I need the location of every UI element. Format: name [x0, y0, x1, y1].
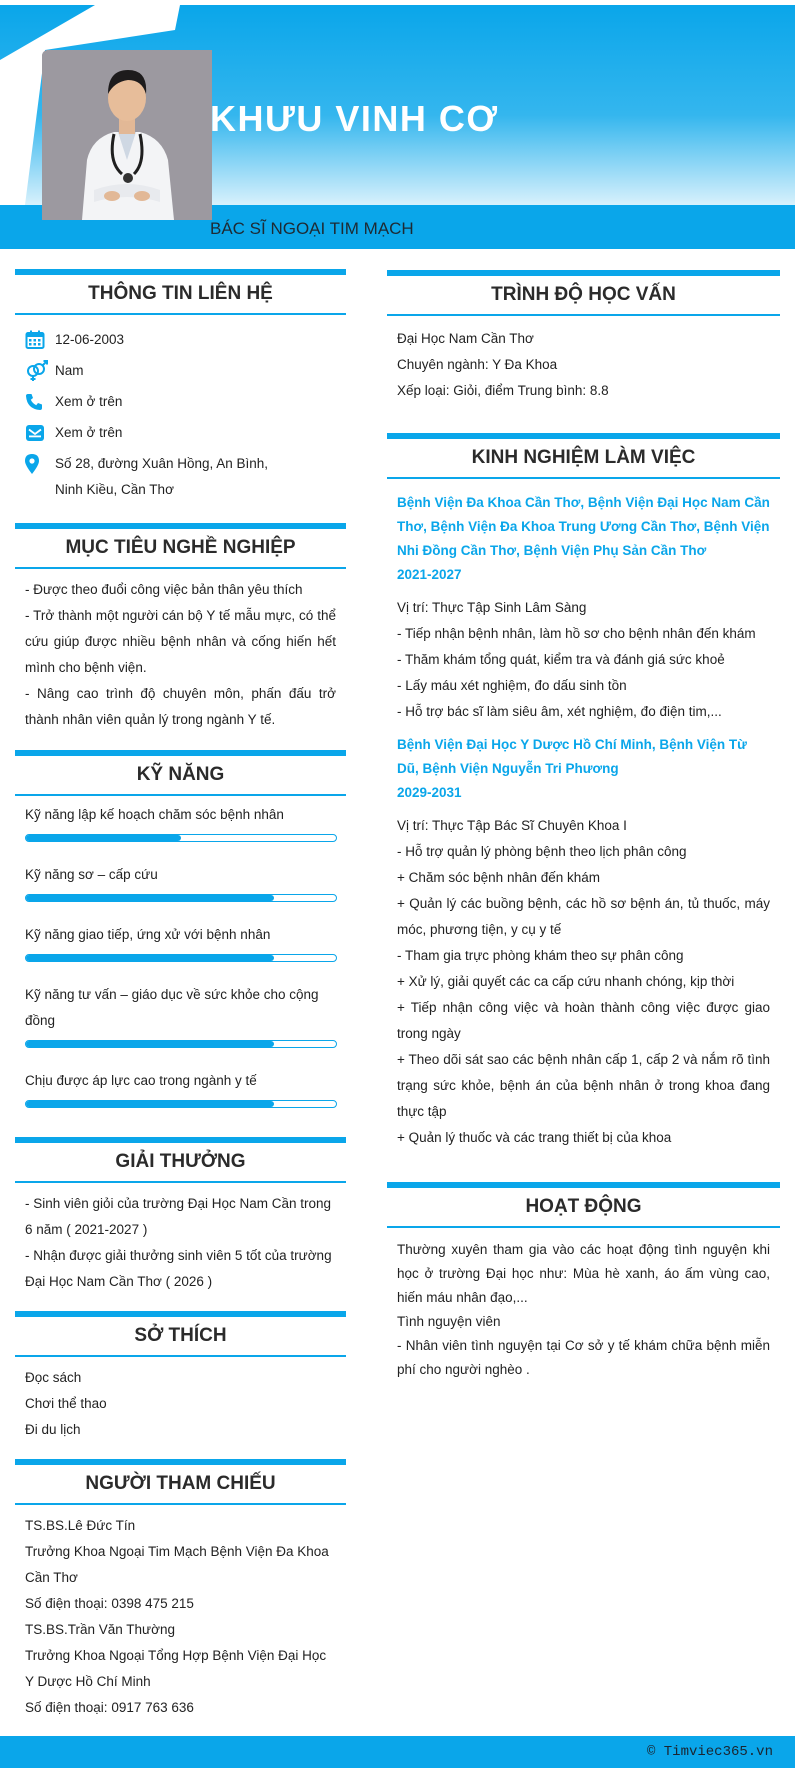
- award-line: - Sinh viên giỏi của trường Đại Học Nam Cần trong 6 năm ( 2021-2027 ): [25, 1196, 332, 1237]
- job-line: Vị trí: Thực Tập Bác Sĩ Chuyên Khoa I: [397, 818, 627, 833]
- activity-line: - Nhân viên tình nguyện tại Cơ sở y tế khám chữa bệnh miễn phí cho người nghèo .: [397, 1338, 770, 1377]
- job-line: Vị trí: Thực Tập Sinh Lâm Sàng: [397, 600, 587, 615]
- hobby-item: Đi du lịch: [25, 1422, 81, 1437]
- awards-title: GIẢI THƯỞNG: [15, 1137, 346, 1183]
- job-line: + Theo dõi sát sao các bệnh nhân cấp 1, cấp 2 và nắm rõ tình trạng sức khỏe, bệnh án của bệnh nhân ở trong khoa đang thực tập: [397, 1052, 770, 1119]
- education-line: Chuyên ngành: Y Đa Khoa: [397, 357, 558, 372]
- job-period: 2021-2027: [397, 567, 462, 582]
- skill-bar-fill: [26, 955, 274, 961]
- contact-address-text: Số 28, đường Xuân Hồng, An Bình, Ninh Kiều, Cần Thơ: [55, 456, 269, 497]
- skills-title: KỸ NĂNG: [15, 750, 346, 796]
- contact-dob: [25, 327, 336, 353]
- contact-dob-text: 12-06-2003: [55, 332, 125, 347]
- contact-gender: [25, 358, 336, 384]
- location-icon: [25, 451, 55, 477]
- skill-item: [25, 982, 336, 1048]
- job-line: - Hỗ trợ quản lý phòng bệnh theo lịch phân công: [397, 844, 687, 859]
- reference-line: TS.BS.Trần Văn Thường: [25, 1622, 175, 1637]
- job-line: + Chăm sóc bệnh nhân đến khám: [397, 870, 601, 885]
- job-line: - Tham gia trực phòng khám theo sự phân công: [397, 948, 684, 963]
- skill-item: [25, 1068, 336, 1108]
- candidate-name: KHƯU VINH CƠ: [210, 98, 499, 139]
- contact-phone: [25, 389, 336, 415]
- award-line: - Nhận được giải thưởng sinh viên 5 tốt của trường Đại Học Nam Cần Thơ ( 2026 ): [25, 1248, 332, 1289]
- skill-bar: [25, 1040, 337, 1048]
- experience-section: [387, 433, 780, 1151]
- job-line: - Thăm khám tổng quát, kiểm tra và đánh giá sức khoẻ: [397, 652, 725, 667]
- job-line: + Quản lý thuốc và các trang thiết bị của khoa: [397, 1130, 672, 1145]
- objective-title: MỤC TIÊU NGHỀ NGHIỆP: [15, 523, 346, 569]
- job-line: + Quản lý các buồng bệnh, các hồ sơ bệnh án, tủ thuốc, máy móc, phương tiện, y cụ y tế: [397, 896, 770, 937]
- skill-label: Kỹ năng tư vấn – giáo dục về sức khỏe cho cộng đồng: [25, 987, 319, 1028]
- education-line: Đại Học Nam Cần Thơ: [397, 331, 534, 346]
- job-line: + Xử lý, giải quyết các ca cấp cứu nhanh chóng, kịp thời: [397, 974, 735, 989]
- job-line: + Tiếp nhận công việc và hoàn thành công việc được giao trong ngày: [397, 1000, 770, 1041]
- skill-label: Kỹ năng sơ – cấp cứu: [25, 867, 158, 882]
- objective-line: - Được theo đuổi công việc bản thân yêu thích: [25, 582, 303, 597]
- profile-photo: [42, 50, 212, 220]
- reference-line: Số điện thoại: 0398 475 215: [25, 1596, 194, 1611]
- reference-line: Trưởng Khoa Ngoại Tim Mạch Bệnh Viện Đa Khoa Cần Thơ: [25, 1544, 329, 1585]
- skill-label: Chịu được áp lực cao trong ngành y tế: [25, 1073, 257, 1088]
- calendar-icon: [25, 327, 55, 353]
- email-icon: [25, 420, 55, 446]
- job-line: - Lấy máu xét nghiệm, đo dấu sinh tồn: [397, 678, 627, 693]
- skills-section: [15, 750, 346, 1128]
- gender-icon: [25, 358, 55, 384]
- job-company: Bệnh Viện Đại Học Y Dược Hồ Chí Minh, Bệnh Viện Từ Dũ, Bệnh Viện Nguyễn Tri Phương: [397, 737, 747, 776]
- skill-bar-fill: [26, 895, 274, 901]
- contact-address: [25, 451, 336, 503]
- job-period: 2029-2031: [397, 785, 462, 800]
- reference-line: Trưởng Khoa Ngoại Tổng Hợp Bệnh Viện Đại Học Y Dược Hồ Chí Minh: [25, 1648, 327, 1689]
- activities-title: HOẠT ĐỘNG: [387, 1182, 780, 1228]
- skill-bar-fill: [26, 1041, 274, 1047]
- contact-email: [25, 420, 336, 446]
- skill-bar: [25, 954, 337, 962]
- references-section: [15, 1459, 346, 1721]
- education-title: TRÌNH ĐỘ HỌC VẤN: [387, 270, 780, 316]
- objective-line: - Nâng cao trình độ chuyên môn, phấn đấu trở thành nhân viên quản lý trong ngành Y tế.: [25, 686, 336, 727]
- objective-section: [15, 523, 346, 733]
- reference-line: Số điện thoại: 0917 763 636: [25, 1700, 194, 1715]
- job-company: Bệnh Viện Đa Khoa Cần Thơ, Bệnh Viện Đại Học Nam Cần Thơ, Bệnh Viện Đa Khoa Trung Ương Cần Thơ, Bệnh Viện Nhi Đồng Cần Thơ, Bệnh Viện Phụ Sản Cần Thơ: [397, 495, 770, 558]
- skill-item: [25, 802, 336, 842]
- skill-bar-fill: [26, 1101, 274, 1107]
- education-line: Xếp loại: Giỏi, điểm Trung bình: 8.8: [397, 383, 609, 398]
- skill-bar-fill: [26, 835, 181, 841]
- hobbies-title: SỞ THÍCH: [15, 1311, 346, 1357]
- references-title: NGƯỜI THAM CHIẾU: [15, 1459, 346, 1505]
- skill-item: [25, 862, 336, 902]
- contact-section: [15, 269, 346, 508]
- education-section: [387, 270, 780, 404]
- hobbies-section: [15, 1311, 346, 1443]
- skill-label: Kỹ năng lập kế hoạch chăm sóc bệnh nhân: [25, 807, 284, 822]
- job-title: BÁC SĨ NGOẠI TIM MẠCH: [210, 219, 414, 238]
- awards-section: [15, 1137, 346, 1295]
- reference-line: TS.BS.Lê Đức Tín: [25, 1518, 136, 1533]
- experience-title: KINH NGHIỆM LÀM VIỆC: [387, 433, 780, 479]
- skill-bar: [25, 834, 337, 842]
- contact-phone-text: Xem ở trên: [55, 394, 123, 409]
- skill-bar: [25, 1100, 337, 1108]
- activity-line: Thường xuyên tham gia vào các hoạt động tình nguyện khi học ở trường Đại học như: Mùa hè xanh, áo ấm vùng cao, hiến máu nhân đạo,...: [397, 1242, 770, 1305]
- activities-section: [387, 1182, 780, 1382]
- contact-title: THÔNG TIN LIÊN HỆ: [15, 269, 346, 315]
- hobby-item: Đọc sách: [25, 1370, 82, 1385]
- hobby-item: Chơi thể thao: [25, 1396, 107, 1411]
- skill-bar: [25, 894, 337, 902]
- activity-line: Tình nguyện viên: [397, 1314, 501, 1329]
- footer-watermark[interactable]: © Timviec365.vn: [646, 1744, 773, 1760]
- contact-email-text: Xem ở trên: [55, 425, 123, 440]
- footer-bar: [0, 1736, 795, 1768]
- objective-line: - Trở thành một người cán bộ Y tế mẫu mực, có thể cứu giúp được nhiều bệnh nhân và cống hiến hết mình cho bệnh viện.: [25, 608, 336, 675]
- phone-icon: [25, 389, 55, 415]
- contact-gender-text: Nam: [55, 363, 84, 378]
- job-line: - Tiếp nhận bệnh nhân, làm hồ sơ cho bệnh nhân đến khám: [397, 626, 756, 641]
- job-line: - Hỗ trợ bác sĩ làm siêu âm, xét nghiệm, đo điện tim,...: [397, 704, 722, 719]
- skill-label: Kỹ năng giao tiếp, ứng xử với bệnh nhân: [25, 927, 271, 942]
- skill-item: [25, 922, 336, 962]
